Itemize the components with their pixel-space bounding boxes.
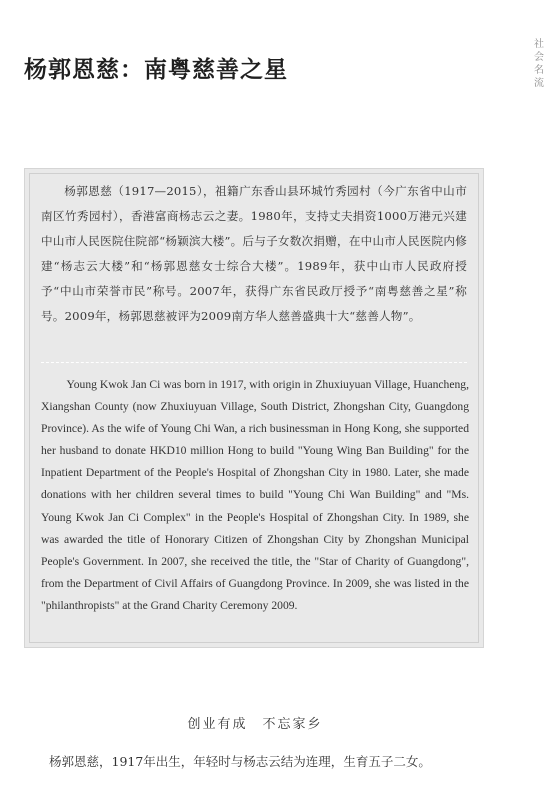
page-title: 杨郭恩慈：南粤慈善之星 xyxy=(24,56,288,84)
body-paragraph: 杨郭恩慈，1917年出生，年轻时与杨志云结为连理，生育五子二女。 xyxy=(49,754,431,769)
section-heading: 创业有成 不忘家乡 xyxy=(187,717,323,732)
biography-english: Young Kwok Jan Ci was born in 1917, with origin in Zhuxiuyuan Village, Huancheng, Xiangshan County (now Zhuxiuyuan Village, South District, Zhongshan City, Guangdong Province). As the wife of Young Chi Wan, a rich businessman in Hong Kong, she supported her husband to donate HKD10 million Hong to build "Young Wing Ban Building" for the Inpatient Department of the People's Hospital of Zhongshan City in 1980. Later, she made donations with her children several times to build "Young Chi Wan Building" and "Ms. Young Kwok Jan Ci Complex" in the People's Hospital of Zhongshan City. In 1989, she was awarded the title of Honorary Citizen of Zhongshan City by Zhongshan Municipal People's Government. In 2007, she received the title, the "Star of Charity of Guangdong", from the Department of Civil Affairs of Guangdong Province. In 2009, she was listed in the "philanthropists" at the Grand Charity Ceremony 2009. xyxy=(41,378,469,612)
column-label: 社会名流 xyxy=(534,39,544,89)
biography-box xyxy=(24,168,484,648)
biography-chinese: 杨郭恩慈（1917—2015），祖籍广东香山县环城竹秀园村（今广东省中山市南区竹秀园村），香港富商杨志云之妻。1980年，支持丈夫捐资1000万港元兴建中山市人民医院住院部“杨颖滨大楼”。后与子女数次捐赠，在中山市人民医院内修建“杨志云大楼”和“杨郭恩慈女士综合大楼”。1989年，获中山市人民政府授予“中山市荣誉市民”称号。2007年，获得广东省民政厅授予“南粤慈善之星”称号。2009年，杨郭恩慈被评为2009南方华人慈善盛典十大“慈善人物”。 xyxy=(41,184,467,323)
biography-divider xyxy=(41,362,467,363)
